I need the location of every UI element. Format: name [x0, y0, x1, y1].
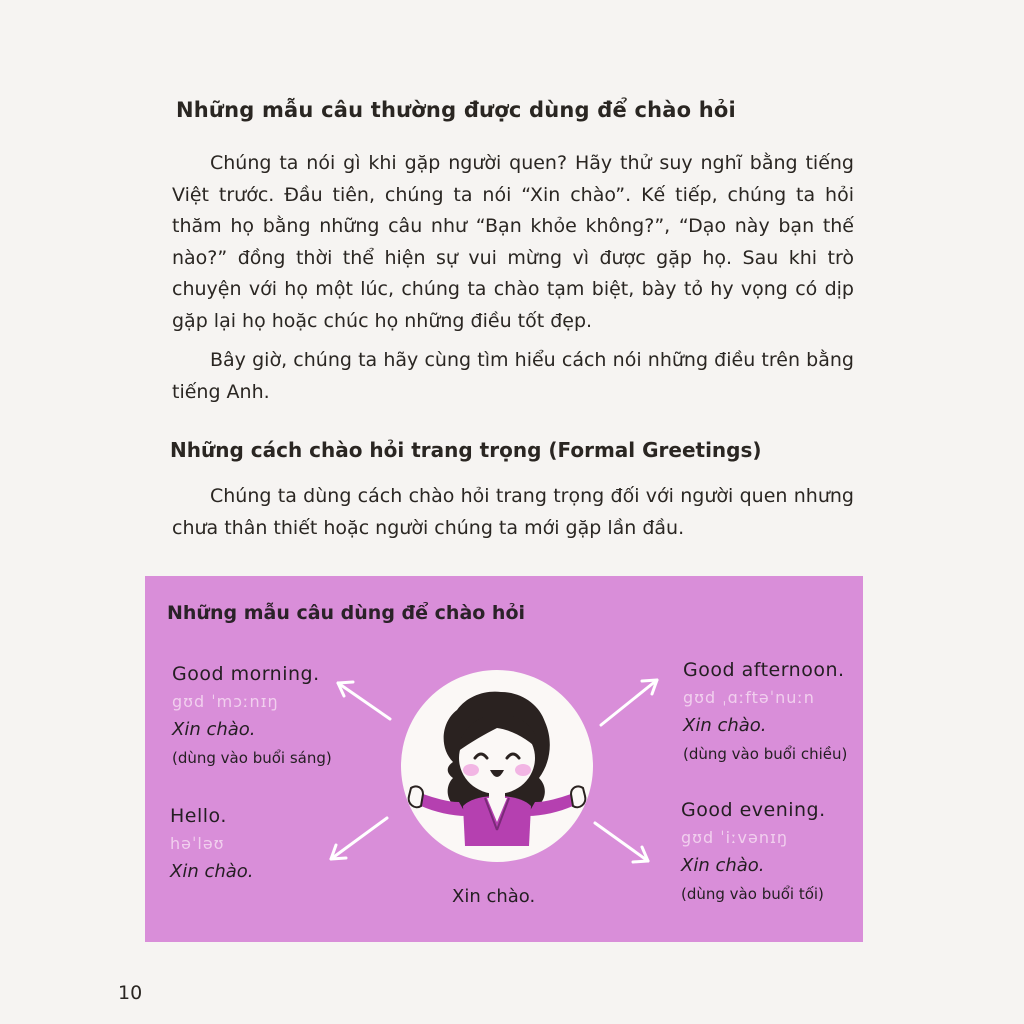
- greeting-morning: [172, 660, 332, 772]
- box-title: Những mẫu câu dùng để chào hỏi: [167, 602, 526, 624]
- greetings-box: [145, 576, 863, 942]
- greeting-hello-ipa: həˈləʊ: [170, 834, 225, 853]
- formal-greetings-heading: Những cách chào hỏi trang trọng (Formal Greetings): [170, 438, 762, 462]
- greeting-afternoon-note: (dùng vào buổi chiều): [683, 745, 848, 763]
- center-caption: Xin chào.: [452, 886, 536, 907]
- arrow-bottom-left: [331, 818, 387, 859]
- greeting-hello-en: Hello.: [170, 805, 227, 827]
- formal-greetings-paragraph: Chúng ta dùng cách chào hỏi trang trọng đối với người quen nhưng chưa thân thiết hoặc người chúng ta mới gặp lần đầu.: [172, 485, 854, 539]
- page-number: 10: [118, 982, 143, 1004]
- greeting-hello: [170, 802, 254, 886]
- greeting-morning-note: (dùng vào buổi sáng): [172, 749, 332, 767]
- arrow-bottom-right: [595, 823, 648, 862]
- greeting-morning-vi: Xin chào.: [172, 719, 256, 740]
- greeting-afternoon-ipa: gʊd ˌɑːftəˈnuːn: [683, 688, 815, 707]
- transition-paragraph: Bây giờ, chúng ta hãy cùng tìm hiểu cách nói những điều trên bằng tiếng Anh.: [172, 349, 854, 403]
- greeting-evening-vi: Xin chào.: [681, 855, 765, 876]
- greeting-evening: [681, 796, 826, 908]
- arrow-top-left: [338, 682, 390, 719]
- greeting-evening-ipa: gʊd ˈiːvənɪŋ: [681, 828, 789, 847]
- waving-woman-illustration: [401, 670, 593, 862]
- section-heading: Những mẫu câu thường được dùng để chào hỏi: [176, 98, 736, 122]
- greeting-hello-vi: Xin chào.: [170, 861, 254, 882]
- character-circle: [401, 670, 593, 862]
- greeting-afternoon-en: Good afternoon.: [683, 659, 845, 681]
- greeting-evening-en: Good evening.: [681, 799, 826, 821]
- greeting-afternoon-vi: Xin chào.: [683, 715, 767, 736]
- greeting-evening-note: (dùng vào buổi tối): [681, 885, 824, 903]
- intro-paragraph: Chúng ta nói gì khi gặp người quen? Hãy thử suy nghĩ bằng tiếng Việt trước. Đầu tiên, chúng ta nói “Xin chào”. Kế tiếp, chúng ta hỏi thăm họ bằng những câu như “Bạn khỏe không?”, “Dạo này bạn thế nào?” đồng thời thể hiện sự vui mừng vì được gặp họ. Sau khi trò chuyện với họ một lúc, chúng ta chào tạm biệt, bày tỏ hy vọng có dịp gặp lại họ hoặc chúc họ những điều tốt đẹp.: [172, 152, 854, 332]
- greeting-morning-ipa: gʊd ˈmɔːnɪŋ: [172, 692, 279, 711]
- arrow-top-right: [601, 680, 657, 725]
- greeting-afternoon: [683, 656, 847, 768]
- greeting-morning-en: Good morning.: [172, 663, 320, 685]
